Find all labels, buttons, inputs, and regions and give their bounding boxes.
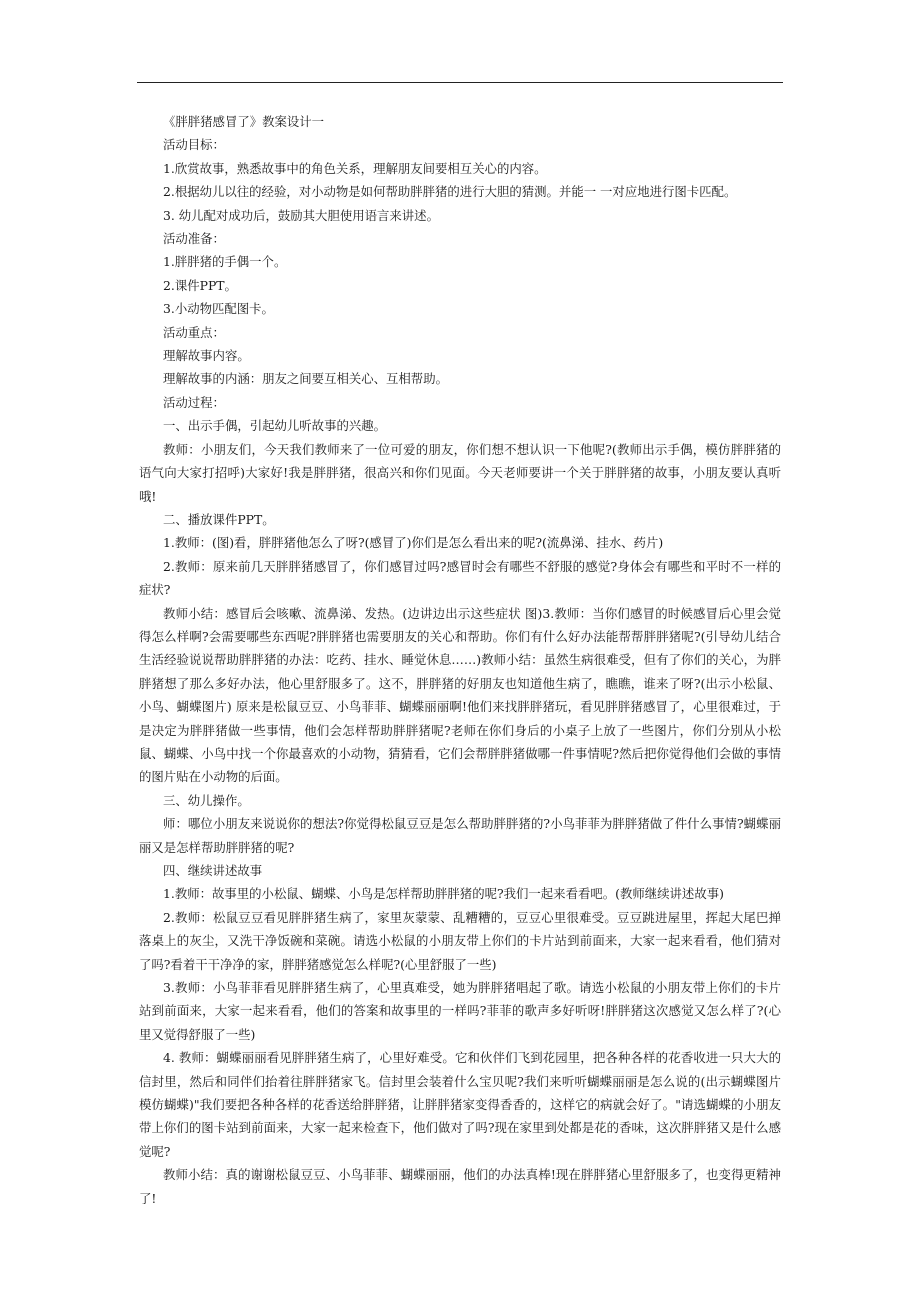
process-step-heading: 一、出示手偶，引起幼儿听故事的兴趣。 [163,418,387,434]
body-paragraph: 2.教师：原来前几天胖胖猪感冒了，你们感冒过吗?感冒时会有哪些不舒服的感觉?身体会有哪些和平时不一样的症状? [139,558,781,598]
body-paragraph: 1.教师：(图)看，胖胖猪他怎么了呀?(感冒了)你们是怎么看出来的呢?(流鼻涕、挂水、药片) [163,535,664,551]
body-paragraph: 3.教师：小鸟菲菲看见胖胖猪生病了，心里真难受，她为胖胖猪唱起了歌。请选小松鼠的小朋友带上你们的卡片站到前面来，大家一起来看看，他们的答案和故事里的一样吗?菲菲的歌声多好听呀!胖胖猪这次感觉又怎么样了?(心里又觉得舒服了一些) [139,980,781,1042]
body-paragraph: 教师小结：感冒后会咳嗽、流鼻涕、发热。(边讲边出示这些症状 图)3.教师：当你们感冒的时候感冒后心里会觉得怎么样啊?会需要哪些东西呢?胖胖猪也需要朋友的关心和帮助。你们有什么好办法能帮帮胖胖猪呢?(引导幼儿结合生活经验说说帮助胖胖猪的办法：吃药、挂水、睡觉休息……)教师小结：虽然生病很难受，但有了你们的关心，为胖胖猪想了那么多好办法，他心里舒服多了。这不，胖胖猪的好朋友也知道他生病了，瞧瞧，谁来了呀?(出示小松鼠、小鸟、蝴蝶图片) 原来是松鼠豆豆、小鸟菲菲、蝴蝶丽丽啊!他们来找胖胖猪玩，看见胖胖猪感冒了，心里很难过，于是决定为胖胖猪做一些事情，他们会怎样帮助胖胖猪呢?老师在你们身后的小桌子上放了一些图片，你们分别从小松鼠、蝴蝶、小鸟中找一个你最喜欢的小动物，猜猜看，它们会帮胖胖猪做哪一件事情呢?然后把你觉得他们会做的事情的图片贴在小动物的后面。 [139,605,781,785]
goal-item: 1.欣赏故事，熟悉故事中的角色关系，理解朋友间要相互关心的内容。 [163,160,547,176]
focus-item: 理解故事内容。 [163,348,250,364]
body-paragraph: 4. 教师：蝴蝶丽丽看见胖胖猪生病了，心里好难受。它和伙伴们飞到花园里，把各种各样的花香收进一只大大的信封里，然后和同伴们抬着往胖胖猪家飞。信封里会装着什么宝贝呢?我们来听听蝴蝶丽丽是怎么说的(出示蝴蝶图片模仿蝴蝶)"我们要把各种各样的花香送给胖胖猪，让胖胖猪家变得香香的，这样它的病就会好了。"请选蝴蝶的小朋友带上你们的图卡站到前面来，大家一起来检查下，他们做对了吗?现在家里到处都是花的香味，这次胖胖猪又是什么感觉呢? [139,1050,781,1159]
document-body [139,110,781,1210]
process-step-heading: 三、幼儿操作。 [163,792,250,808]
body-paragraph: 2.教师：松鼠豆豆看见胖胖猪生病了，家里灰蒙蒙、乱糟糟的，豆豆心里很难受。豆豆跳进屋里，挥起大尾巴掸落桌上的灰尘，又洗干净饭碗和菜碗。请选小松鼠的小朋友带上你们的卡片站到前面来，大家一起来看看，他们猜对了吗?看着干干净净的家，胖胖猪感觉怎么样呢?(心里舒服了一些) [139,909,781,972]
goal-item: 3. 幼儿配对成功后，鼓励其大胆使用语言来讲述。 [163,207,439,223]
body-paragraph: 1.教师：故事里的小松鼠、蝴蝶、小鸟是怎样帮助胖胖猪的呢?我们一起来看看吧。(教师继续讲述故事) [163,886,724,902]
preparation-item: 3.小动物匹配图卡。 [163,301,274,317]
body-paragraph: 教师：小朋友们，今天我们教师来了一位可爱的朋友，你们想不想认识一下他呢?(教师出示手偶，模仿胖胖猪的语气向大家打招呼)大家好!我是胖胖猪，很高兴和你们见面。今天老师要讲一个关于胖胖猪的故事，小朋友要认真听哦! [139,441,781,504]
section-heading-preparation: 活动准备： [163,231,225,247]
document-title: 《胖胖猪感冒了》教案设计一 [163,114,325,129]
section-heading-focus: 活动重点： [163,324,225,340]
preparation-item: 2.课件PPT。 [163,277,237,293]
process-step-heading: 四、继续讲述故事 [163,863,263,878]
section-heading-process: 活动过程： [163,394,225,410]
goal-item: 2.根据幼儿以往的经验，对小动物是如何帮助胖胖猪的进行大胆的猜测。并能一 一对应地进行图卡匹配。 [163,184,737,200]
focus-item: 理解故事的内涵：朋友之间要互相关心、互相帮助。 [163,371,448,387]
preparation-item: 1.胖胖猪的手偶一个。 [163,254,287,270]
body-paragraph: 师：哪位小朋友来说说你的想法?你觉得松鼠豆豆是怎么帮助胖胖猪的?小鸟菲菲为胖胖猪做了件什么事情?蝴蝶丽丽又是怎样帮助胖胖猪的呢? [139,816,781,855]
body-paragraph: 教师小结：真的谢谢松鼠豆豆、小鸟菲菲、蝴蝶丽丽，他们的办法真棒!现在胖胖猪心里舒服多了，也变得更精神了! [139,1167,781,1206]
section-heading-goals: 活动目标： [163,137,225,153]
header-rule [137,82,783,83]
process-step-heading: 二、播放课件PPT。 [163,511,275,527]
